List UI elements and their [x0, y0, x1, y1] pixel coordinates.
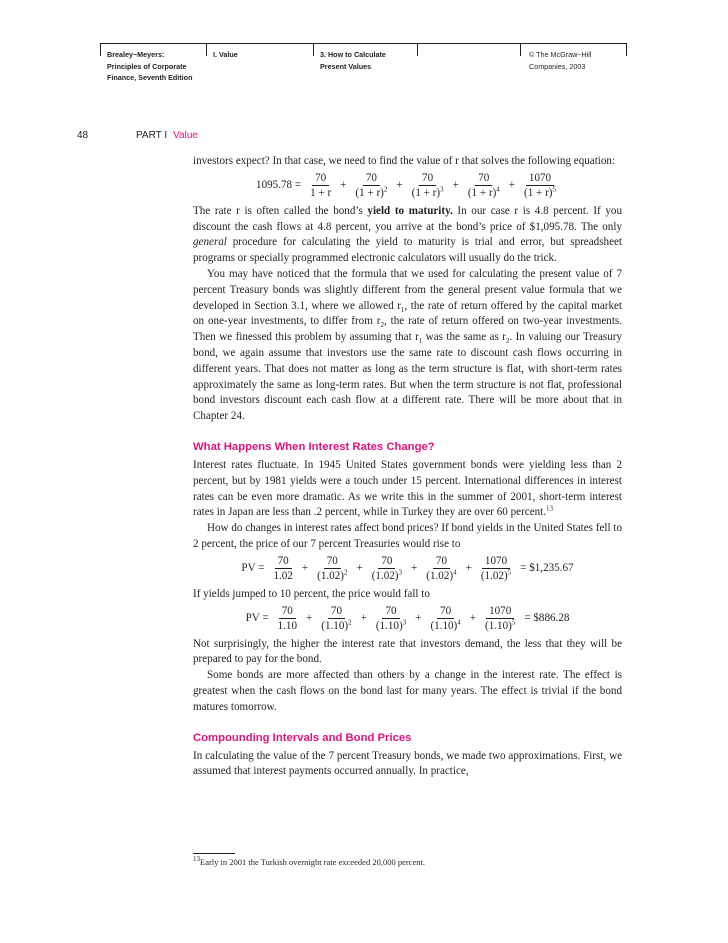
paragraph: How do changes in interest rates affect bond prices? If bond yields in the United States fell to 2 percent, the price of our 7 percent Treasuries would rise to — [193, 522, 622, 550]
header-part: I. Value — [213, 50, 238, 59]
fraction: $\frac{70}{(1.10)^4}$ — [430, 604, 461, 632]
equation-result: = $886.28 — [524, 611, 570, 624]
equation-pv-2-percent: PV = $\frac{70}{1.02}$ + $\frac{70}{(1.02)^2}$ + $\frac{70}{(1.02)^3}$ + $\frac{70}{(1.02)^4}$ + $\frac{1070}{(1.02)^5}$ = $1,235.67 — [241, 554, 574, 582]
header-divider — [206, 43, 207, 56]
header-divider — [626, 43, 627, 56]
fraction: $\frac{70}{(1 + r)^4}$ — [467, 171, 500, 199]
fraction: $\frac{70}{(1.02)^2}$ — [317, 554, 348, 582]
paragraph: In calculating the value of the 7 percent Treasury bonds, we made two approximations. First, we assumed that interest payments occurred annually. In practice, — [193, 749, 622, 778]
equation-pv-10-percent: PV = $\frac{70}{1.10}$ + $\frac{70}{(1.10)^2}$ + $\frac{70}{(1.10)^3}$ + $\frac{70}{(1.10)^4}$ + $\frac{1070}{(1.10)^5}$ = $886.28 — [245, 604, 570, 632]
section-heading: What Happens When Interest Rates Change? — [193, 440, 435, 453]
fraction: $\frac{1070}{(1.02)^5}$ — [480, 554, 512, 582]
fraction: $\frac{70}{(1.02)^3}$ — [371, 554, 403, 582]
header-rule — [100, 43, 627, 44]
paragraph: Interest rates fluctuate. In 1945 United States government bonds were yielding less than 2 percent, but by 1981 yields were a touch under 15 percent. International differences in interest rates can be even more dramatic. As we write this in the summer of 2001, short-term interest rates in Japan are less than .2 percent, while in Turkey they are over 60 percent.$^{13}$ — [193, 458, 622, 519]
fraction: $\frac{70}{(1.02)^4}$ — [426, 554, 457, 582]
equation-result: = $1,235.67 — [520, 561, 574, 574]
body-text — [193, 154, 622, 780]
part-label — [136, 130, 198, 141]
fraction: $\frac{70}{(1.10)^2}$ — [321, 604, 352, 632]
footnote: $^{13}$Early in 2001 the Turkish overnight rate exceeded 20,000 percent. — [193, 855, 425, 867]
equation-yield: 1095.78 = $\frac{70}{1 + r}$ + $\frac{70}{(1 + r)^2}$ + $\frac{70}{(1 + r)^3}$ + $\frac{70}{(1 + r)^4}$ + $\frac{1070}{(1 + r)^5}$ — [193, 172, 622, 200]
fraction: $\frac{1070}{(1.10)^5}$ — [485, 604, 516, 632]
paragraph: Some bonds are more affected than others by a change in the interest rate. The effect is greatest when the cash flows on the bond last for many years. The effect is trivial if the bond matures tomorrow. — [193, 669, 622, 713]
footnote-rule — [193, 853, 235, 854]
part-title: Value — [173, 130, 198, 141]
paragraph: You may have noticed that the formula that we used for calculating the present value of 7 percent Treasury bonds was slightly different from the general present value formula that we developed in Section 3.1, where we allowed $r_1$, the rate of return offered by the capital market on one-year investments, to differ from $r_2$, the rate of return offered on two-year investments. Then we finessed this problem by assuming that $r_1$ was the same as $r_2$. In valuing our Treasury bond, we again assume that investors use the same rate to discount cash flows occurring in different years. That does not matter as long as the term structure is flat, with short-term rates approximately the same as long-term rates. But when the term structure is not flat, professional bond investors discount each cash flow at a different rate. There will be more about that in Chapter 24. — [193, 267, 622, 423]
header-divider — [417, 43, 418, 56]
fraction: $\frac{70}{(1.10)^3}$ — [375, 604, 407, 632]
header-divider — [520, 43, 521, 56]
paragraph: Not surprisingly, the higher the interest rate that investors demand, the less that they will be prepared to pay for the bond. — [193, 637, 622, 666]
section-heading: Compounding Intervals and Bond Prices — [193, 731, 412, 744]
header-book-info: Brealey−Meyers: Principles of Corporate Finance, Seventh Edition — [107, 50, 193, 82]
footnote-mark: 13 — [193, 855, 200, 864]
paragraph: If yields jumped to 10 percent, the price would fall to — [193, 587, 430, 600]
term-yield-to-maturity: yield to maturity. — [367, 204, 453, 217]
part-number: PART I — [136, 130, 168, 141]
paragraph: investors expect? In that case, we need to find the value of r that solves the following equation: — [193, 155, 616, 167]
equation-lhs: 1095.78 = — [256, 178, 302, 191]
fraction: $\frac{1070}{(1 + r)^5}$ — [524, 171, 556, 199]
header-copyright: © The McGraw−Hill Companies, 2003 — [529, 50, 592, 71]
fraction: $\frac{70}{(1 + r)^2}$ — [355, 171, 388, 199]
paragraph: The rate r is often called the bond’s yield to maturity. In our case r is 4.8 percent. If you discount the cash flows at 4.8 percent, you arrive at the bond’s price of $1,095.78. The only general procedure for calculating the yield to maturity is trial and error, but spreadsheet programs or specially programmed electronic calculators will usually do the trick. — [193, 204, 622, 265]
header-divider — [313, 43, 314, 56]
page-number: 48 — [77, 130, 89, 141]
fraction: $\frac{70}{1.10}$ — [277, 604, 298, 632]
running-header — [100, 43, 627, 83]
fraction: $\frac{70}{(1 + r)^3}$ — [411, 171, 444, 199]
fraction: $\frac{70}{1 + r}$ — [310, 171, 332, 199]
header-chapter: 3. How to Calculate Present Values — [320, 50, 386, 71]
fraction: $\frac{70}{1.02}$ — [273, 554, 293, 582]
footnote-reference: 13 — [546, 504, 554, 513]
header-divider — [100, 43, 101, 56]
